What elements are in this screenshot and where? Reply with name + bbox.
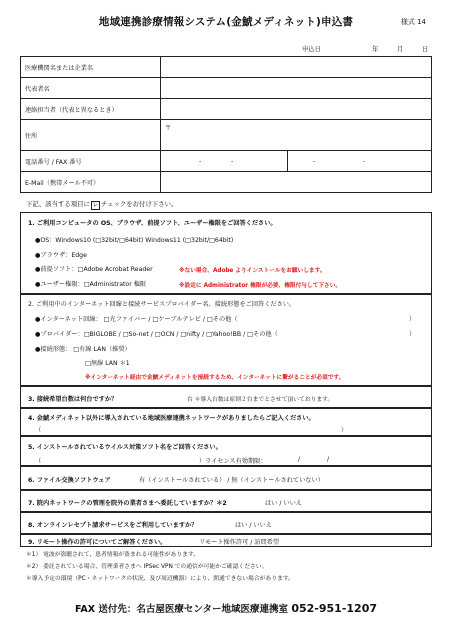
fax-destination	[0, 601, 452, 615]
check-mark-example: レ	[92, 202, 99, 209]
question-9-answer[interactable]: リモート操作許可 / 訪問希望	[199, 539, 280, 546]
month-label: 月	[397, 46, 404, 53]
question-9-heading: 9. リモート操作の許可についてご解答ください。	[28, 539, 167, 546]
note-1: ＊1） 電波が盗聴されて、患者情報が盗まれる可能性があります。	[26, 552, 200, 558]
user-permission-option[interactable]: ●ユーザー権限：□Administrator 権限	[35, 281, 147, 288]
day-label: 日	[422, 46, 429, 53]
info-label: 電話番号 / FAX 番号	[21, 151, 161, 172]
question-1-box	[20, 212, 432, 294]
info-label: 代表者名	[21, 78, 161, 99]
question-5-heading: 5. インストールされているウイルス対策ソフト名をご回答ください。	[28, 444, 222, 451]
date-slash: /	[327, 456, 330, 463]
connection-wireless-option[interactable]: □無線 LAN ＊1	[85, 360, 130, 367]
phone-fax-value[interactable]	[161, 151, 432, 172]
fax-label: FAX 送付先：名古屋医療センター地域医療連携室	[75, 604, 289, 615]
connection-wired-option[interactable]: ●接続形態： □有線 LAN（推奨）	[35, 346, 131, 353]
date-slash: /	[298, 456, 301, 463]
info-label: E-Mail（携帯メール不可）	[21, 172, 161, 193]
form-title: 地域連携診療情報システム(金鯱メディネット)申込書	[98, 16, 354, 28]
user-permission-note: ※設定に Administrator 権限が必要、権限付与して下さい。	[179, 283, 342, 289]
internet-line-options[interactable]: ●インターネット回線： □光ファイバー / □ケーブルテレビ / □その他（	[35, 316, 238, 323]
question-7-answer[interactable]: はい / いいえ	[265, 500, 302, 507]
question-6-heading: 6. ファイル交換ソフトウェア	[28, 477, 111, 484]
year-label: 年	[372, 46, 379, 53]
question-3-answer[interactable]: 台 ＊導入台数は原則２台までとさせて頂いております。	[187, 397, 334, 403]
phone-dash: -	[199, 158, 202, 165]
info-row	[21, 99, 432, 120]
question-7-heading: 7. 院内ネットワークの管理を院外の業者さまへ委託していますか？＊2	[28, 500, 227, 507]
fax-dash: -	[363, 158, 366, 165]
note-3: ＊導入予定の環境（PC・ネットワークの状況、及び周辺機器）により、開通できない場合があります。	[26, 576, 294, 582]
question-5-box	[20, 436, 432, 466]
os-options[interactable]: ●OS：Windows10 (□32bit/□64bit) Windows11 (□32bit/□64bit)	[35, 237, 234, 244]
address-value[interactable]: 〒	[161, 120, 432, 151]
info-value[interactable]	[161, 99, 432, 120]
fax-number: 052-951-1207	[291, 602, 377, 615]
info-value[interactable]	[161, 78, 432, 99]
info-row	[21, 120, 432, 151]
line-close-paren: ）	[409, 316, 416, 323]
date-label: 申込日	[302, 46, 321, 53]
instruction-text: 下記、該当する項目に	[26, 200, 90, 208]
applicant-info-table	[20, 56, 432, 193]
phone-dash: -	[231, 158, 234, 165]
question-7-box	[20, 490, 432, 512]
form-number: 様式 14	[400, 18, 426, 26]
question-4-heading: 4. 金鯱メディネット以外に導入されている地域医療連携ネットワークがありましたらご記入ください。	[28, 415, 315, 422]
internet-note: ※インターネット経由で金鯱メディネットを接続するため、インターネットに繋がることが必須です。	[85, 375, 345, 381]
software-option[interactable]: ●前提ソフト：□Adobe Acrobat Reader	[35, 266, 153, 273]
provider-options[interactable]: ●プロバイダー：□BIGLOBE / □So-net / □OCN / □nifty / □Yahoo!BB / □その他（	[35, 331, 278, 338]
provider-close-paren: ）	[409, 331, 416, 338]
question-3-heading: 3. 接続希望台数は何台ですか？	[28, 396, 118, 403]
note-2: ＊2） 委託されている場合、管理業者さまへ IPSec VPN での通信が可能かご確認ください。	[26, 564, 268, 570]
question-6-answer[interactable]: 有（インストールされている） / 無（インストールされていない）	[139, 477, 324, 484]
info-value[interactable]	[161, 57, 432, 78]
question-4-close-paren: ）	[341, 427, 348, 434]
info-label: 住所	[21, 120, 161, 151]
info-row	[21, 57, 432, 78]
software-note: ※ない場合、Adobe よりインストールをお願いします。	[179, 268, 326, 274]
browser-option: ●ブラウザ：Edge	[35, 252, 87, 259]
question-5-open-paren[interactable]: （	[35, 458, 42, 465]
info-row	[21, 151, 432, 172]
license-expiry-label[interactable]: ）ライセンス有効期限：	[199, 458, 267, 465]
question-2-box	[20, 294, 432, 386]
info-row	[21, 78, 432, 99]
fax-dash: -	[313, 158, 316, 165]
info-value[interactable]	[161, 172, 432, 193]
info-row	[21, 172, 432, 193]
info-label: 医療機関名または企業名	[21, 57, 161, 78]
info-label: 連絡担当者（代表と異なるとき）	[21, 99, 161, 120]
question-6-box	[20, 466, 432, 490]
question-8-box	[20, 512, 432, 534]
question-4-open-paren[interactable]: （	[35, 427, 42, 434]
question-9-box	[20, 534, 432, 547]
question-8-heading: 8. オンラインレセプト請求サービスをご利用していますか？	[28, 522, 198, 529]
instruction-text: チェックをお付け下さい。	[100, 200, 178, 208]
question-8-answer[interactable]: はい / いいえ	[235, 522, 272, 529]
question-4-box	[20, 408, 432, 436]
question-3-box	[20, 386, 432, 408]
question-1-heading: 1. ご利用コンピュータの OS、ブラウザ、前提ソフト、ユーザー権限をご回答ください。	[28, 220, 277, 227]
instruction	[26, 199, 177, 210]
question-2-heading: 2. ご利用中のインターネット回線と接続サービスプロバイダー名、接続形態をご回答ください。	[28, 301, 296, 308]
